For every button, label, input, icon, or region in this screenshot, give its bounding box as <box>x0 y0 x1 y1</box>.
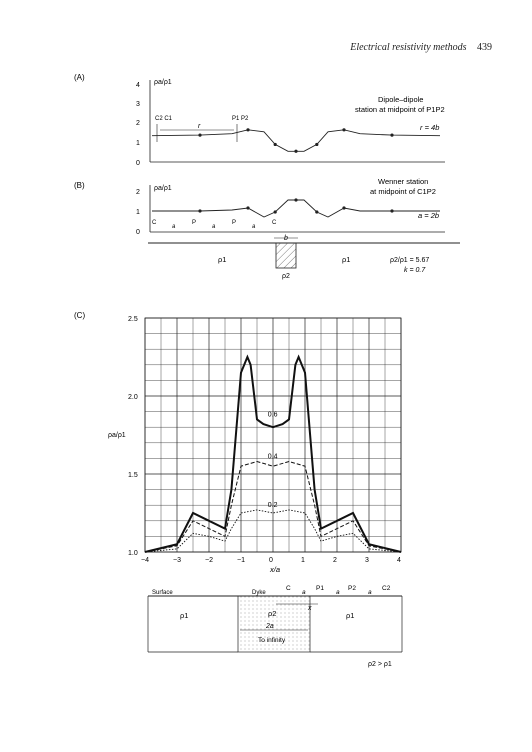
panel-c-grid <box>145 318 401 552</box>
panel-c-xtick-3: −1 <box>237 557 245 564</box>
panel-b-k: k = 0.7 <box>404 267 426 274</box>
section-electrode-1: a <box>302 589 306 596</box>
panel-c-series-label-2: 0.2 <box>267 501 278 509</box>
panel-a-label: (A) <box>74 73 85 82</box>
panel-c-xtick-6: 2 <box>333 557 337 564</box>
panel-a-ytick-2: 2 <box>136 120 140 127</box>
panel-b-electrode-4: P <box>232 220 237 226</box>
panel-c-xticks <box>141 557 401 564</box>
section-electrode-3: a <box>336 589 340 596</box>
section-dyke-label: Dyke <box>252 590 266 596</box>
panel-a-curve-line <box>152 130 440 152</box>
panel-a-param: r = 4b <box>420 123 440 132</box>
panel-b-electrode-0: C <box>152 220 157 226</box>
section-rho1-right: ρ1 <box>346 611 355 620</box>
panel-c-xtick-8: 4 <box>397 557 401 564</box>
panel-b-electrode-1: a <box>172 224 176 230</box>
panel-b-electrode-5: a <box>252 224 256 230</box>
panel-c-yticks <box>128 316 138 557</box>
panel-c-ytick-3: 2.5 <box>128 316 138 323</box>
panel-b-station-2: at midpoint of C1P2 <box>370 187 436 196</box>
panel-c-ytick-0: 1.0 <box>128 550 138 557</box>
panel-a <box>74 73 445 167</box>
panel-a-curve-point <box>294 150 297 153</box>
section-electrode-0: C <box>286 585 291 592</box>
panel-c <box>74 311 402 668</box>
panel-a-curve-point <box>246 128 249 131</box>
section-condition: ρ2 > ρ1 <box>368 661 392 668</box>
panel-b-rho1-right: ρ1 <box>342 255 351 264</box>
panel-a-ytick-1: 1 <box>136 140 140 147</box>
panel-c-series-label-1: 0.4 <box>267 453 278 461</box>
panel-b <box>74 177 460 280</box>
panel-c-xtick-1: −3 <box>173 557 181 564</box>
panel-b-rho2: ρ2 <box>282 273 290 280</box>
panel-b-rho1-left: ρ1 <box>218 255 227 264</box>
panel-a-ytick-3: 3 <box>136 101 140 108</box>
panel-a-ylabel: ρa/ρ1 <box>154 79 172 86</box>
panel-c-xtick-4: 0 <box>269 557 273 564</box>
panel-b-label: (B) <box>74 181 85 190</box>
section-rho1-left: ρ1 <box>180 611 189 620</box>
panel-b-ytick-1: 1 <box>136 209 140 216</box>
section-x-label: x <box>308 605 312 612</box>
section-surface-label: Surface <box>152 590 173 596</box>
panel-c-xtick-0: −4 <box>141 557 149 564</box>
panel-b-curve-point <box>246 206 249 209</box>
panel-b-curve-point <box>315 210 318 213</box>
panel-b-ytick-0: 0 <box>136 229 140 236</box>
panel-b-ylabel: ρa/ρ1 <box>154 185 172 192</box>
section-electrode-6: C2 <box>382 585 391 592</box>
panel-a-spacing-label: r <box>198 123 201 130</box>
panel-a-curve-point <box>390 133 393 136</box>
panel-c-label: (C) <box>74 311 86 320</box>
section-electrode-5: a <box>368 589 372 596</box>
panel-a-station-1: Dipole–dipole <box>378 95 424 104</box>
panel-c-ytick-2: 2.0 <box>128 394 138 401</box>
panel-b-ytick-2: 2 <box>136 189 140 196</box>
panel-c-section <box>148 585 402 668</box>
page-number: 439 <box>477 42 492 53</box>
panel-b-width-label: b <box>284 235 288 242</box>
panel-b-ratio: ρ2/ρ1 = 5.67 <box>390 257 430 264</box>
panel-a-ytick-0: 0 <box>136 160 140 167</box>
panel-a-curve-point <box>315 143 318 146</box>
section-electrode-4: P2 <box>348 585 356 592</box>
panel-a-electrode-left: C2 C1 <box>155 116 173 122</box>
panel-b-dyke <box>276 243 296 268</box>
panel-c-series-label-0: 0.6 <box>267 411 278 419</box>
panel-b-curve-point <box>390 209 393 212</box>
panel-c-xlabel: x/a <box>270 565 281 574</box>
panel-a-electrode-right: P1 P2 <box>232 116 249 122</box>
panel-b-curve-point <box>274 210 277 213</box>
panel-c-xtick-5: 1 <box>301 557 305 564</box>
section-to-infinity: To infinity <box>258 637 286 644</box>
panel-a-station-2: station at midpoint of P1P2 <box>355 105 445 114</box>
panel-a-curve-point <box>198 133 201 136</box>
panel-a-ytick-4: 4 <box>136 82 140 89</box>
section-electrode-2: P1 <box>316 585 324 592</box>
panel-c-xtick-2: −2 <box>205 557 213 564</box>
running-title: Electrical resistivity methods <box>350 42 467 53</box>
panel-b-electrode-6: C <box>272 220 277 226</box>
panel-b-curve-point <box>342 206 345 209</box>
panel-b-curve <box>152 198 440 217</box>
panel-b-electrode-3: a <box>212 224 216 230</box>
panel-a-curve-point <box>274 143 277 146</box>
panel-b-curve-point <box>198 209 201 212</box>
panel-b-station-1: Wenner station <box>378 177 429 186</box>
panel-c-ytick-1: 1.5 <box>128 472 138 479</box>
panel-c-ylabel: ρa/ρ1 <box>108 432 126 439</box>
panel-b-param: a = 2b <box>418 211 440 220</box>
panel-a-curve-point <box>342 128 345 131</box>
panel-b-curve-point <box>294 198 297 201</box>
panel-a-curve <box>152 128 440 153</box>
panel-b-electrode-2: P <box>192 220 197 226</box>
section-rho2: ρ2 <box>268 609 277 618</box>
panel-c-xtick-7: 3 <box>365 557 369 564</box>
panel-b-curve-line <box>152 200 440 217</box>
section-width: 2a <box>266 623 274 630</box>
